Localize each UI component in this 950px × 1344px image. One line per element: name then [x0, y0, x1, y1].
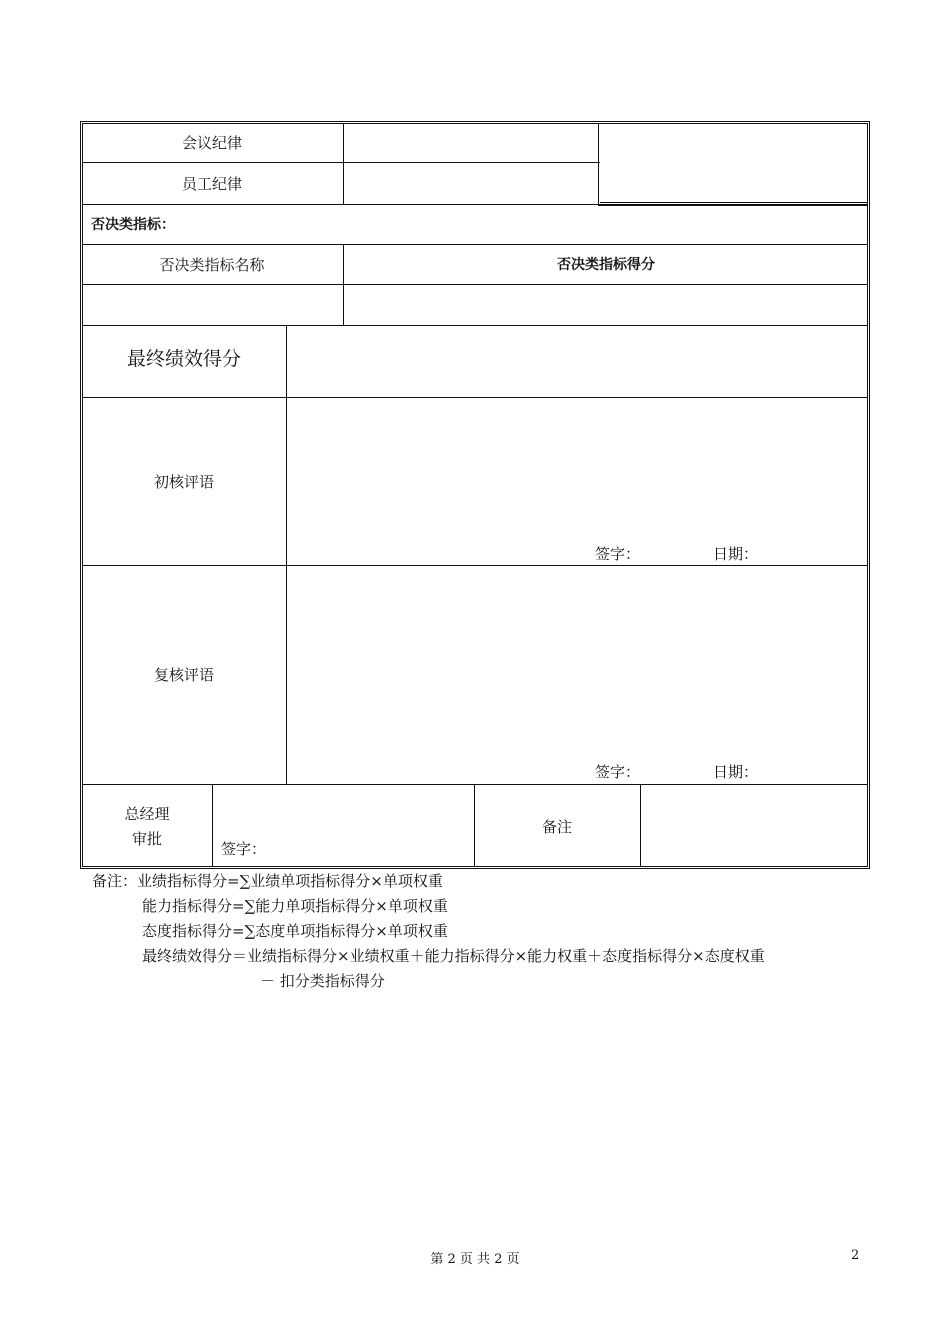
row-divider [82, 162, 600, 163]
page-number: 2 [851, 1248, 860, 1263]
page-info: 第 2 页 共 2 页 [430, 1252, 520, 1267]
note-line-1: 备注：业绩指标得分=∑业绩单项指标得分×单项权重 [92, 872, 443, 890]
veto-section-title: 否决类指标： [91, 217, 175, 233]
gm-label: 总经理 [124, 805, 170, 823]
col-divider [474, 784, 475, 867]
veto-score-header: 否决类指标得分 [557, 257, 655, 273]
merged-cell-box [598, 123, 868, 206]
staff-discipline-label: 员工纪律 [181, 175, 243, 193]
appraisal-table [80, 121, 870, 869]
re-sign-label: 签字： [595, 763, 641, 781]
note-line-3: 态度指标得分=∑态度单项指标得分×单项权重 [142, 922, 448, 940]
col-divider [343, 123, 344, 204]
note-line-2: 能力指标得分=∑能力单项指标得分×单项权重 [142, 897, 448, 915]
note-line-5: － 扣分类指标得分 [260, 972, 385, 990]
row-divider [82, 284, 868, 285]
row-divider [82, 325, 868, 326]
final-score-label: 最终绩效得分 [126, 348, 242, 370]
row-divider [82, 244, 868, 245]
row-divider [600, 202, 868, 203]
col-divider [343, 244, 344, 325]
veto-name-header: 否决类指标名称 [159, 256, 265, 274]
note-line-4: 最终绩效得分＝业绩指标得分×业绩权重＋能力指标得分×能力权重＋态度指标得分×态度权重 [142, 947, 765, 965]
row-divider [82, 784, 868, 785]
initial-sign-label: 签字： [595, 545, 641, 563]
row-divider [82, 565, 868, 566]
col-divider [286, 325, 287, 784]
re-review-label: 复核评语 [153, 666, 215, 684]
gm-sign-label: 签字： [221, 840, 267, 858]
remarks-label: 备注 [541, 818, 573, 836]
col-divider [640, 784, 641, 867]
initial-date-label: 日期： [713, 545, 759, 563]
meeting-discipline-label: 会议纪律 [181, 134, 243, 152]
row-divider [82, 397, 868, 398]
gm-approval-label: 审批 [131, 830, 163, 848]
re-date-label: 日期： [713, 763, 759, 781]
col-divider [212, 784, 213, 867]
initial-review-label: 初核评语 [153, 473, 215, 491]
